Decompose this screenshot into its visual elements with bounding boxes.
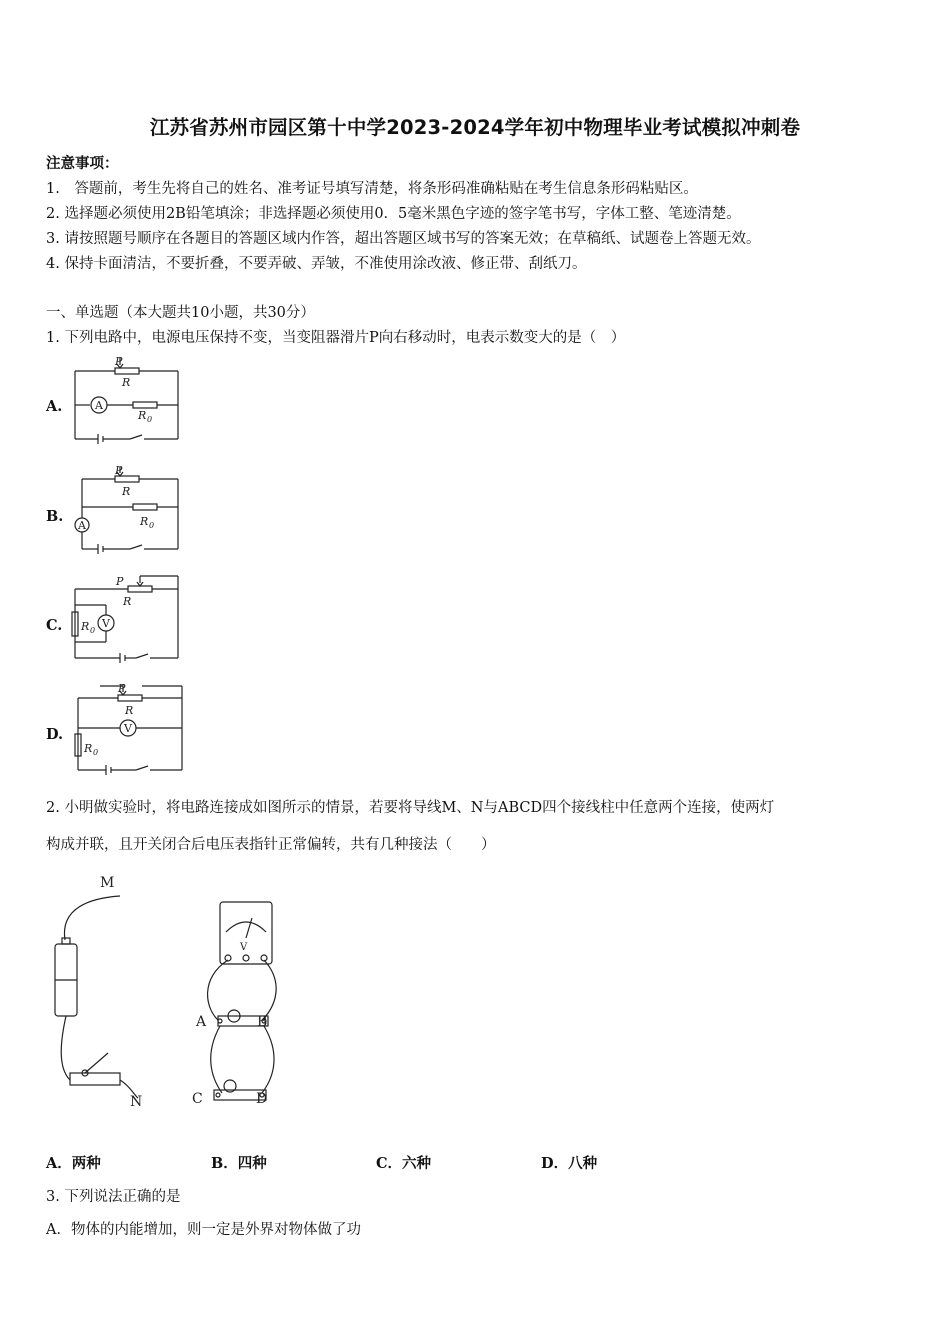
label-r0-sub: 0 — [149, 521, 155, 530]
voltmeter-label: V — [102, 617, 110, 630]
notice-item-3: 3. 请按照题号顺序在各题目的答题区域内作答，超出答题区域书写的答案无效；在草稿纸、试题卷上答题无效。 — [46, 231, 761, 247]
q2-choice-b: B．四种 — [211, 1155, 267, 1172]
q1-option-c-label: C. — [46, 617, 63, 634]
q1-circuit-c — [70, 572, 185, 664]
q1-option-a-label: A. — [46, 398, 63, 415]
notice-item-4: 4. 保持卡面清洁，不要折叠，不要弄破、弄皱，不准使用涂改液、修正带、刮纸刀。 — [46, 256, 587, 272]
label-n: N — [130, 1094, 143, 1110]
voltmeter-scale — [226, 922, 266, 932]
ammeter-label: A — [78, 519, 86, 532]
label-p: P — [115, 465, 123, 477]
label-r0-sub: 0 — [90, 626, 96, 635]
notice-item-2: 2. 选择题必须使用2B铅笔填涂；非选择题必须使用0．5毫米黑色字迹的签字笔书写，字体工整、笔迹清楚。 — [46, 206, 741, 222]
voltmeter-label: V — [240, 942, 248, 953]
q1-option-d-label: D. — [46, 726, 64, 743]
label-r0: R — [138, 409, 147, 422]
wire-b-d — [262, 1026, 274, 1093]
label-m: M — [100, 875, 115, 891]
notice-heading: 注意事项： — [46, 155, 119, 172]
page-title: 江苏省苏州市园区第十中学2023-2024学年初中物理毕业考试模拟冲刺卷 — [149, 116, 801, 139]
label-r0: R — [140, 515, 149, 528]
label-a: A — [196, 1014, 207, 1030]
switch-blade — [130, 435, 142, 439]
label-r: R — [123, 595, 132, 608]
section-heading: 一、单选题（本大题共10小题，共30分） — [46, 305, 315, 321]
q2-figure — [40, 868, 290, 1118]
label-p: P — [116, 575, 124, 588]
battery-terminal — [62, 938, 70, 944]
wire-m — [64, 896, 120, 940]
q2-choice-a: A．两种 — [46, 1155, 101, 1172]
wire-a-c — [211, 1026, 222, 1093]
q1-option-b-label: B. — [46, 508, 64, 525]
label-b: B — [257, 1014, 268, 1030]
wire-battery-switch — [61, 1016, 70, 1080]
label-r0: R — [81, 620, 90, 633]
q1-circuit-b — [70, 465, 185, 555]
label-r: R — [125, 704, 134, 717]
ammeter-label: A — [95, 399, 103, 412]
label-r: R — [122, 485, 131, 498]
question-2-stem-line2: 构成并联，且开关闭合后电压表指针正常偏转，共有几种接法（ ） — [46, 837, 496, 853]
switch-lever — [85, 1053, 108, 1073]
rheostat — [115, 368, 139, 374]
q1-circuit-d — [70, 682, 188, 776]
label-p: P — [118, 682, 126, 695]
label-r0: R — [84, 742, 93, 755]
question-1-stem: 1. 下列电路中，电源电压保持不变，当变阻器滑片P向右移动时，电表示数变大的是（ ） — [46, 330, 626, 346]
notice-item-1: 1. 答题前，考生先将自己的姓名、准考证号填写清楚，将条形码准确粘贴在考生信息条形码粘贴区。 — [46, 181, 698, 197]
label-c: C — [192, 1091, 203, 1107]
label-r: R — [122, 376, 131, 389]
question-3-stem: 3. 下列说法正确的是 — [46, 1189, 181, 1205]
label-r0-sub: 0 — [147, 415, 153, 424]
switch-base — [70, 1073, 120, 1085]
voltmeter-needle — [246, 918, 252, 938]
voltmeter-label: V — [124, 722, 132, 735]
label-p: P — [115, 355, 123, 368]
resistor-r0 — [133, 402, 157, 408]
wire-v-a — [208, 960, 228, 1020]
label-d: D — [256, 1091, 268, 1107]
q2-choice-d: D．八种 — [541, 1155, 598, 1172]
label-r0-sub: 0 — [93, 748, 99, 757]
q3-option-a: A．物体的内能增加，则一定是外界对物体做了功 — [46, 1222, 361, 1238]
question-2-stem-line1: 2. 小明做实验时，将电路连接成如图所示的情景，若要将导线M、N与ABCD四个接线柱中任意两个连接，使两灯 — [46, 800, 775, 816]
q2-choice-c: C．六种 — [376, 1155, 432, 1172]
q1-circuit-a — [70, 355, 185, 445]
wire-v-b — [262, 960, 276, 1020]
